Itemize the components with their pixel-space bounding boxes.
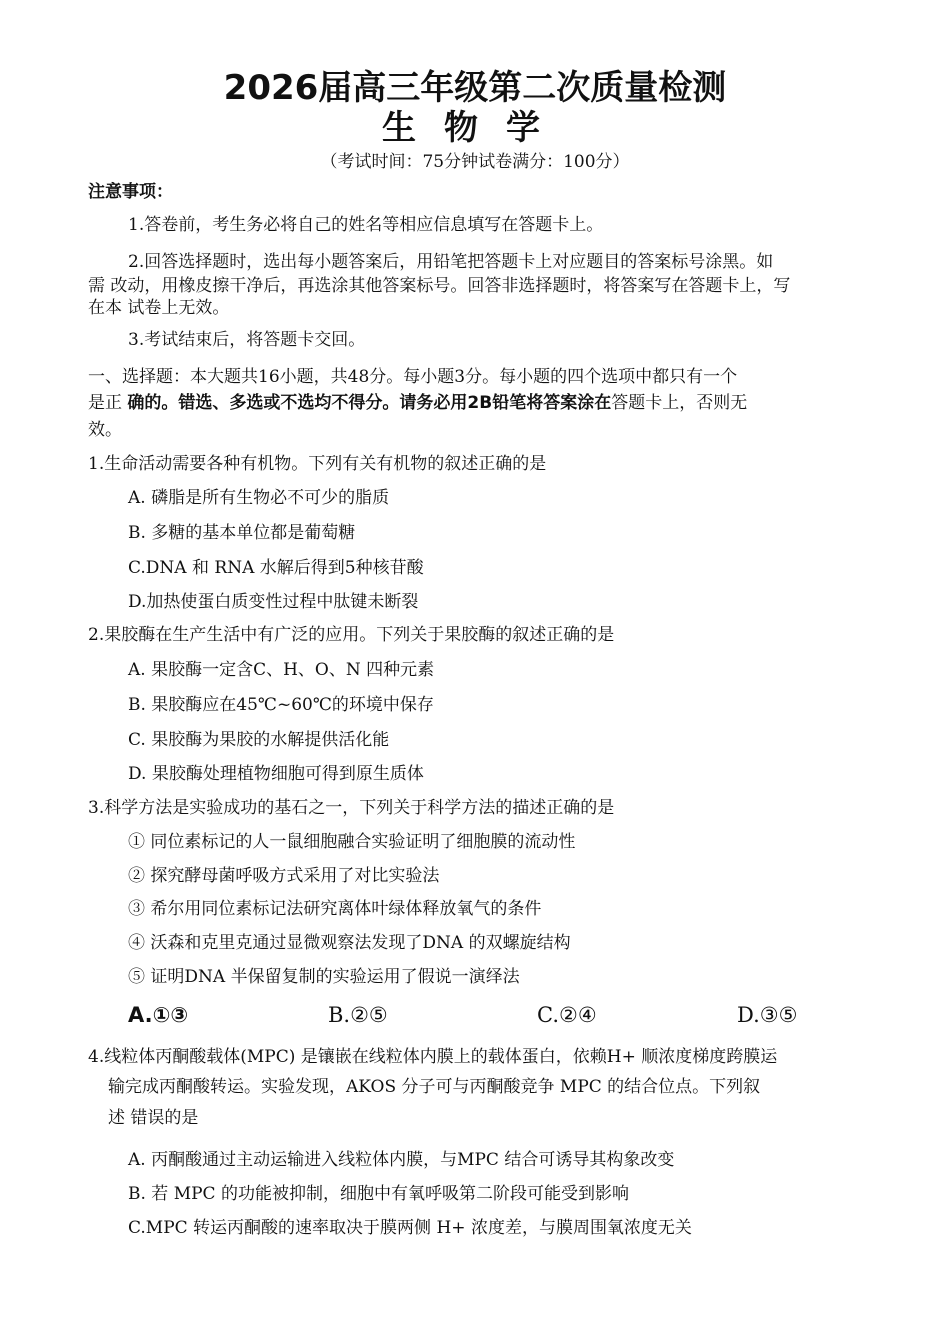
notice-item-2-line-1: 2.回答选择题时，选出每小题答案后，用铅笔把答题卡上对应题目的答案标号涂黑。如	[128, 252, 774, 272]
exam-subject: 生物学	[382, 108, 568, 148]
notice-item-2-line-2: 需 改动，用橡皮擦干净后，再选涂其他答案标号。回答非选择题时，将答案写在答题卡上，写	[88, 276, 791, 296]
q2-stem: 2.果胶酶在生产生活中有广泛的应用。下列关于果胶酶的叙述正确的是	[88, 625, 615, 645]
q3-statement-1: ① 同位素标记的人一鼠细胞融合实验证明了细胞膜的流动性	[128, 832, 576, 852]
q1-option-b: B. 多糖的基本单位都是葡萄糖	[128, 523, 356, 543]
q2-option-c: C. 果胶酶为果胶的水解提供活化能	[128, 730, 390, 750]
q4-stem-line-1: 4.线粒体丙酮酸载体(MPC) 是镶嵌在线粒体内膜上的载体蛋白，依赖H+ 顺浓度梯度跨膜运	[88, 1047, 778, 1067]
q4-stem-line-2: 输完成丙酮酸转运。实验发现，AKOS 分子可与丙酮酸竞争 MPC 的结合位点。下列叙	[108, 1077, 761, 1097]
q4-stem-line-3: 述 错误的是	[108, 1108, 199, 1128]
q1-option-d: D.加热使蛋白质变性过程中肽键未断裂	[128, 592, 419, 612]
section1-line-2c: 答题卡上，否则无	[611, 393, 748, 413]
notice-item-2-line-3: 在本 试卷上无效。	[88, 298, 230, 318]
notice-item-3: 3.考试结束后，将答题卡交回。	[128, 330, 366, 350]
q2-option-b: B. 果胶酶应在45℃~60℃的环境中保存	[128, 695, 434, 715]
q3-option-a: A.①③	[128, 1003, 189, 1027]
section1-line-3: 效。	[88, 420, 122, 440]
q1-option-c: C.DNA 和 RNA 水解后得到5种核苷酸	[128, 558, 424, 578]
exam-info: （考试时间：75分钟试卷满分：100分）	[320, 152, 630, 172]
section1-line-2a: 是正	[88, 393, 128, 413]
q1-option-a: A. 磷脂是所有生物必不可少的脂质	[128, 488, 390, 508]
q4-option-a: A. 丙酮酸通过主动运输进入线粒体内膜，与MPC 结合可诱导其构象改变	[128, 1150, 675, 1170]
q3-statement-2: ② 探究酵母菌呼吸方式采用了对比实验法	[128, 866, 440, 886]
notice-heading: 注意事项：	[88, 182, 173, 202]
q4-option-c: C.MPC 转运丙酮酸的速率取决于膜两侧 H+ 浓度差，与膜周围氧浓度无关	[128, 1218, 692, 1238]
q1-stem: 1.生命活动需要各种有机物。下列有关有机物的叙述正确的是	[88, 454, 547, 474]
q3-option-b: B.②⑤	[328, 1003, 388, 1027]
q4-option-b: B. 若 MPC 的功能被抑制，细胞中有氧呼吸第二阶段可能受到影响	[128, 1184, 629, 1204]
q2-option-d: D. 果胶酶处理植物细胞可得到原生质体	[128, 764, 424, 784]
notice-item-1: 1.答卷前，考生务必将自己的姓名等相应信息填写在答题卡上。	[128, 215, 604, 235]
section1-line-2	[88, 391, 878, 415]
q3-statement-5: ⑤ 证明DNA 半保留复制的实验运用了假说一演绎法	[128, 967, 520, 987]
q3-stem: 3.科学方法是实验成功的基石之一，下列关于科学方法的描述正确的是	[88, 798, 615, 818]
q3-option-d: D.③⑤	[737, 1003, 798, 1027]
section1-line-1: 一、选择题：本大题共16小题，共48分。每小题3分。每小题的四个选项中都只有一个	[88, 367, 738, 387]
q3-statement-4: ④ 沃森和克里克通过显微观察法发现了DNA 的双螺旋结构	[128, 933, 571, 953]
q3-option-c: C.②④	[537, 1003, 597, 1027]
q3-statement-3: ③ 希尔用同位素标记法研究离体叶绿体释放氧气的条件	[128, 899, 542, 919]
exam-title: 2026届高三年级第二次质量检测	[223, 68, 727, 108]
section1-line-2b: 确的。错选、多选或不选均不得分。请务必用2B铅笔将答案涂在	[127, 393, 612, 413]
q2-option-a: A. 果胶酶一定含C、H、O、N 四种元素	[128, 660, 435, 680]
